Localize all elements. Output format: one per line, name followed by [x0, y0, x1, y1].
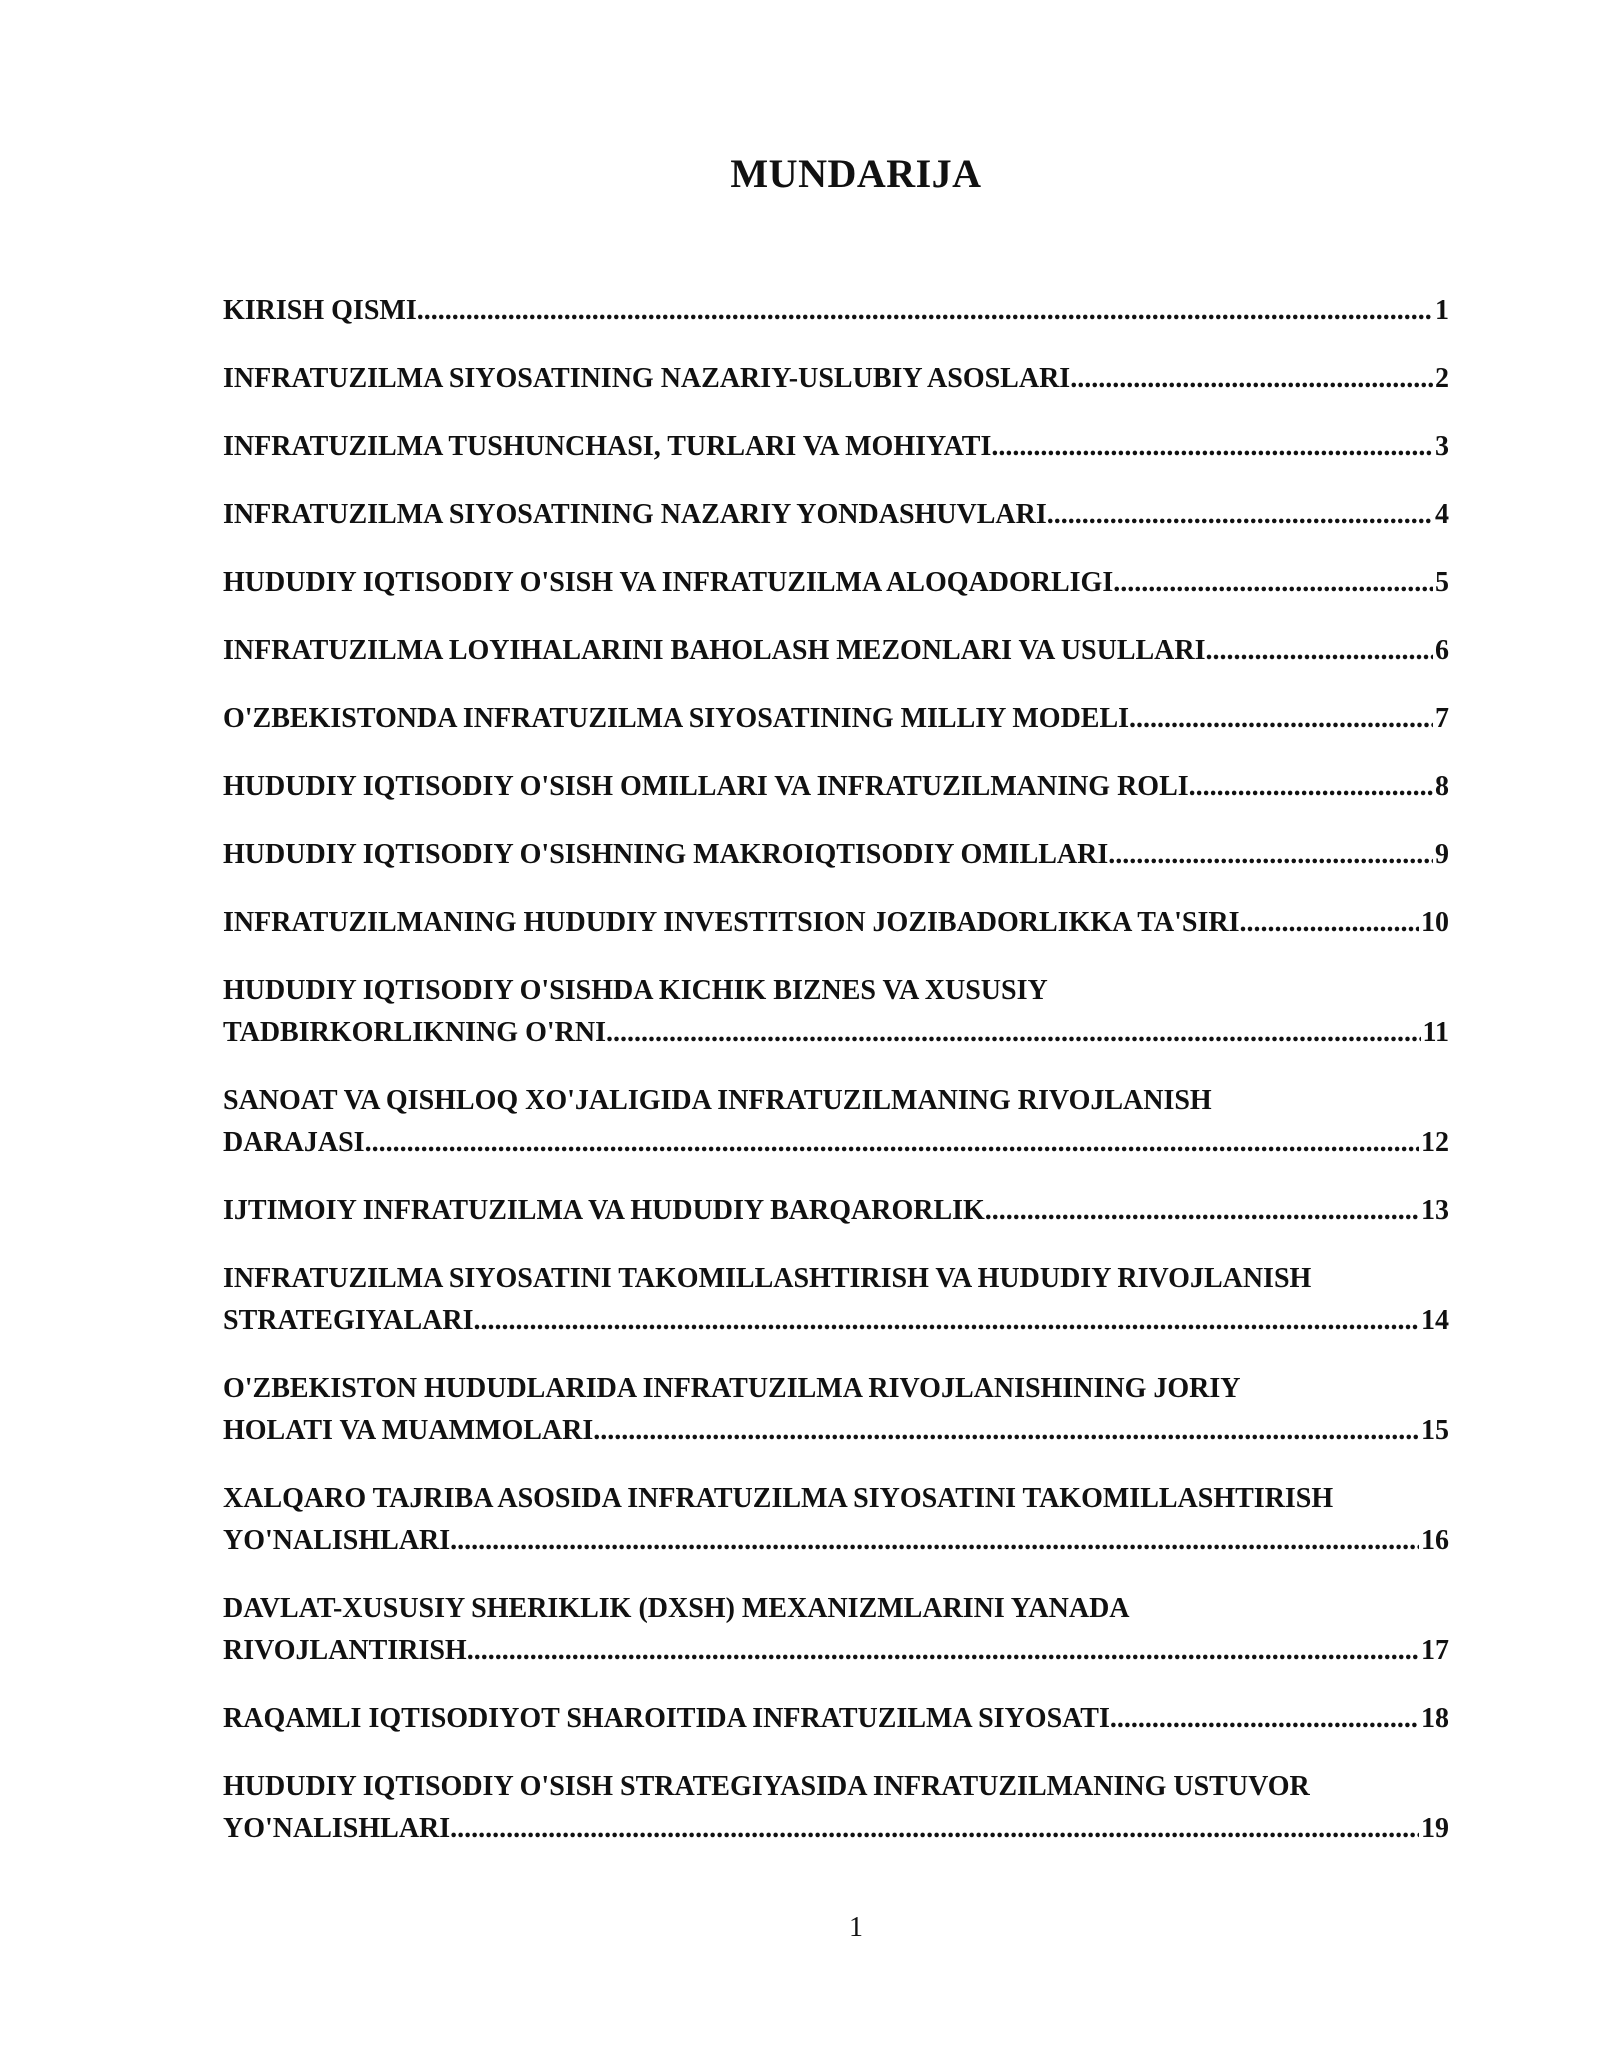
toc-entry-title: YO'NALISHLARI	[223, 1525, 451, 1556]
toc-entry-title: RAQAMLI IQTISODIYOT SHAROITIDA INFRATUZILMA SIYOSATI	[223, 1703, 1110, 1734]
toc-entry-title: HUDUDIY IQTISODIY O'SISH OMILLARI VA INFRATUZILMANING ROLI	[223, 771, 1189, 802]
toc-entry[interactable]	[223, 358, 1449, 400]
toc-entry-line	[223, 834, 1449, 876]
toc-entry-page-number: 10	[1421, 907, 1449, 938]
toc-entry-title: HUDUDIY IQTISODIY O'SISH VA INFRATUZILMA ALOQADORLIGI	[223, 567, 1114, 598]
dot-leader	[365, 1122, 1419, 1164]
toc-entry-title-line: XALQARO TAJRIBA ASOSIDA INFRATUZILMA SIYOSATINI TAKOMILLASHTIRISH	[223, 1483, 1334, 1514]
toc-entry-page-number: 17	[1421, 1635, 1449, 1666]
dot-leader	[1108, 834, 1433, 876]
toc-entry-title: KIRISH QISMI	[223, 295, 417, 326]
toc-entry-title: STRATEGIYALARI	[223, 1305, 474, 1336]
dot-leader	[450, 1808, 1419, 1850]
toc-entry-title: TADBIRKORLIKNING O'RNI	[223, 1017, 606, 1048]
toc-entry-page-number: 4	[1435, 499, 1449, 530]
dot-leader	[1070, 358, 1433, 400]
dot-leader	[450, 1520, 1419, 1562]
dot-leader	[1206, 630, 1433, 672]
toc-entry[interactable]	[223, 1766, 1449, 1850]
toc-entry[interactable]	[223, 766, 1449, 808]
toc-entry-page-number: 5	[1435, 567, 1449, 598]
dot-leader	[985, 1190, 1419, 1232]
toc-entry-title-line: O'ZBEKISTON HUDUDLARIDA INFRATUZILMA RIVOJLANISHINING JORIY	[223, 1373, 1241, 1404]
toc-entry-page-number: 6	[1435, 635, 1449, 666]
dot-leader	[1129, 698, 1433, 740]
toc-entry-line	[223, 1012, 1449, 1054]
toc-entry-title: YO'NALISHLARI	[223, 1813, 451, 1844]
toc-entry-line	[223, 1698, 1449, 1740]
toc-entry-page-number: 11	[1422, 1017, 1449, 1048]
toc-entry[interactable]	[223, 1478, 1449, 1562]
dot-leader	[606, 1012, 1421, 1054]
toc-entry-line	[223, 1300, 1449, 1342]
toc-entry-line	[223, 494, 1449, 536]
toc-entry-line	[223, 358, 1449, 400]
page-title: MUNDARIJA	[730, 151, 982, 196]
dot-leader	[467, 1630, 1419, 1672]
toc-entry[interactable]	[223, 1190, 1449, 1232]
dot-leader	[474, 1300, 1419, 1342]
toc-entry-title: INFRATUZILMA SIYOSATINING NAZARIY YONDASHUVLARI	[223, 499, 1047, 530]
toc-entry-title-line: DAVLAT-XUSUSIY SHERIKLIK (DXSH) MEXANIZMLARINI YANADA	[223, 1593, 1130, 1624]
toc-entry-title: O'ZBEKISTONDA INFRATUZILMA SIYOSATINING MILLIY MODELI	[223, 703, 1130, 734]
toc-entry-line	[223, 698, 1449, 740]
dot-leader	[417, 290, 1433, 332]
toc-entry[interactable]	[223, 426, 1449, 468]
toc-entry-line	[223, 1410, 1449, 1452]
toc-entry-page-number: 13	[1421, 1195, 1449, 1226]
toc-entry[interactable]	[223, 630, 1449, 672]
toc-entry-line	[223, 1630, 1449, 1672]
toc-entry-title: INFRATUZILMA LOYIHALARINI BAHOLASH MEZONLARI VA USULLARI	[223, 635, 1206, 666]
toc-entry-line	[223, 1520, 1449, 1562]
toc-entry[interactable]	[223, 290, 1449, 332]
toc-entry-title: INFRATUZILMANING HUDUDIY INVESTITSION JOZIBADORLIKKA TA'SIRI	[223, 907, 1240, 938]
toc-entry[interactable]	[223, 970, 1449, 1054]
toc-entry-page-number: 12	[1421, 1127, 1449, 1158]
toc-entry-page-number: 19	[1421, 1813, 1449, 1844]
toc-entry-line	[223, 426, 1449, 468]
toc-entry-title: INFRATUZILMA TUSHUNCHASI, TURLARI VA MOHIYATI	[223, 431, 992, 462]
dot-leader	[991, 426, 1433, 468]
dot-leader	[593, 1410, 1419, 1452]
toc-entry-line	[223, 1122, 1449, 1164]
toc-entry-line	[223, 766, 1449, 808]
dot-leader	[1189, 766, 1433, 808]
toc-entry[interactable]	[223, 698, 1449, 740]
toc-entry[interactable]	[223, 1080, 1449, 1164]
toc-entry-title: RIVOJLANTIRISH	[223, 1635, 467, 1666]
toc-entry-title-line: HUDUDIY IQTISODIY O'SISH STRATEGIYASIDA INFRATUZILMANING USTUVOR	[223, 1771, 1310, 1802]
toc-entry[interactable]	[223, 562, 1449, 604]
toc-entry[interactable]	[223, 1698, 1449, 1740]
dot-leader	[1113, 562, 1433, 604]
toc-entry-title: HOLATI VA MUAMMOLARI	[223, 1415, 594, 1446]
toc-entry-page-number: 8	[1435, 771, 1449, 802]
toc-entry-line	[223, 1808, 1449, 1850]
toc-entry-title: DARAJASI	[223, 1127, 365, 1158]
toc-entry-title-line: INFRATUZILMA SIYOSATINI TAKOMILLASHTIRISH VA HUDUDIY RIVOJLANISH	[223, 1263, 1312, 1294]
toc-entry-title: HUDUDIY IQTISODIY O'SISHNING MAKROIQTISODIY OMILLARI	[223, 839, 1109, 870]
dot-leader	[1240, 902, 1420, 944]
toc-entry[interactable]	[223, 494, 1449, 536]
toc-entry-title-line: HUDUDIY IQTISODIY O'SISHDA KICHIK BIZNES VA XUSUSIY	[223, 975, 1048, 1006]
toc-entry-page-number: 16	[1421, 1525, 1449, 1556]
table-of-contents	[223, 290, 1449, 1876]
toc-entry-title-line: SANOAT VA QISHLOQ XO'JALIGIDA INFRATUZILMANING RIVOJLANISH	[223, 1085, 1212, 1116]
toc-entry-page-number: 1	[1435, 295, 1449, 326]
toc-entry-page-number: 14	[1421, 1305, 1449, 1336]
toc-entry-page-number: 15	[1421, 1415, 1449, 1446]
toc-entry-title: INFRATUZILMA SIYOSATINING NAZARIY-USLUBIY ASOSLARI	[223, 363, 1071, 394]
toc-entry[interactable]	[223, 834, 1449, 876]
toc-entry[interactable]	[223, 1368, 1449, 1452]
toc-entry-page-number: 2	[1435, 363, 1449, 394]
toc-entry-page-number: 9	[1435, 839, 1449, 870]
toc-entry[interactable]	[223, 1258, 1449, 1342]
toc-entry-page-number: 3	[1435, 431, 1449, 462]
toc-entry[interactable]	[223, 902, 1449, 944]
toc-entry-title: IJTIMOIY INFRATUZILMA VA HUDUDIY BARQARORLIK	[223, 1195, 985, 1226]
toc-entry[interactable]	[223, 1588, 1449, 1672]
toc-entry-line	[223, 630, 1449, 672]
toc-entry-line	[223, 290, 1449, 332]
toc-entry-line	[223, 902, 1449, 944]
toc-entry-page-number: 18	[1421, 1703, 1449, 1734]
dot-leader	[1047, 494, 1433, 536]
page-number: 1	[849, 1912, 863, 1943]
toc-entry-line	[223, 562, 1449, 604]
toc-entry-line	[223, 1190, 1449, 1232]
dot-leader	[1110, 1698, 1419, 1740]
toc-entry-page-number: 7	[1435, 703, 1449, 734]
